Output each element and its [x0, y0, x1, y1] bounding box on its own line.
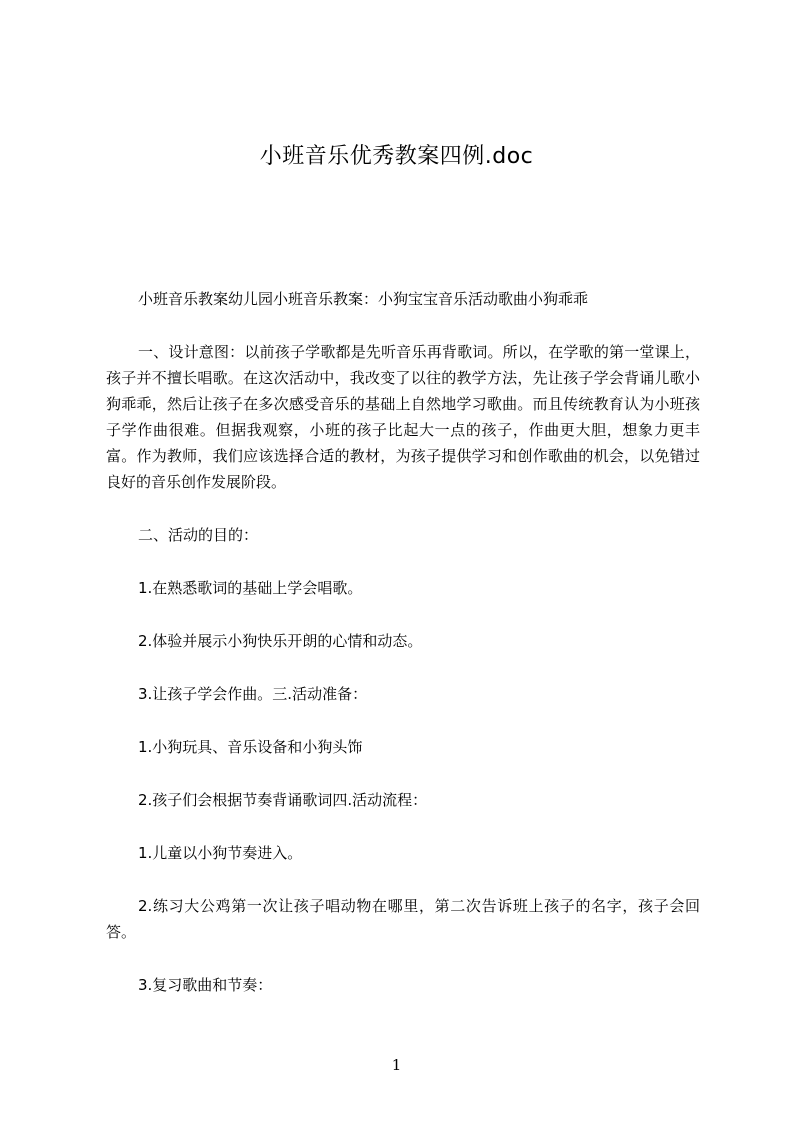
list-item: 1.在熟悉歌词的基础上学会唱歌。: [138, 579, 363, 597]
list-item: 3.让孩子学会作曲。三.活动准备：: [138, 685, 368, 703]
list-item: 2.体验并展示小狗快乐开朗的心情和动态。: [138, 632, 423, 650]
paragraph: 一、设计意图：以前孩子学歌都是先听音乐再背歌词。所以，在学歌的第一堂课上，孩子并不擅长唱歌。在这次活动中，我改变了以往的教学方法，先让孩子学会背诵儿歌小狗乖乖，然后让孩子在多次感受音乐的基础上自然地学习歌曲。而且传统教育认为小班孩子学作曲很难。但据我观察，小班的孩子比起大一点的孩子，作曲更大胆，想象力更丰富。作为教师，我们应该选择合适的教材，为孩子提供学习和创作歌曲的机会，以免错过良好的音乐创作发展阶段。: [106, 343, 700, 491]
list-item: 3.复习歌曲和节奏：: [138, 976, 273, 994]
section-heading: 二、活动的目的：: [138, 526, 259, 544]
list-item: 1.儿童以小狗节奏进入。: [138, 844, 303, 862]
list-item: 2.练习大公鸡第一次让孩子唱动物在哪里，第二次告诉班上孩子的名字，孩子会回答。: [106, 897, 700, 941]
document-title: 小班音乐优秀教案四例.doc: [259, 144, 534, 169]
page-number: 1: [391, 1056, 402, 1074]
list-item: 1.小狗玩具、音乐设备和小狗头饰: [138, 738, 363, 756]
document-body: [106, 286, 700, 1025]
list-item: 2.孩子们会根据节奏背诵歌词四.活动流程：: [138, 791, 428, 809]
paragraph: 小班音乐教案幼儿园小班音乐教案：小狗宝宝音乐活动歌曲小狗乖乖: [138, 290, 589, 308]
